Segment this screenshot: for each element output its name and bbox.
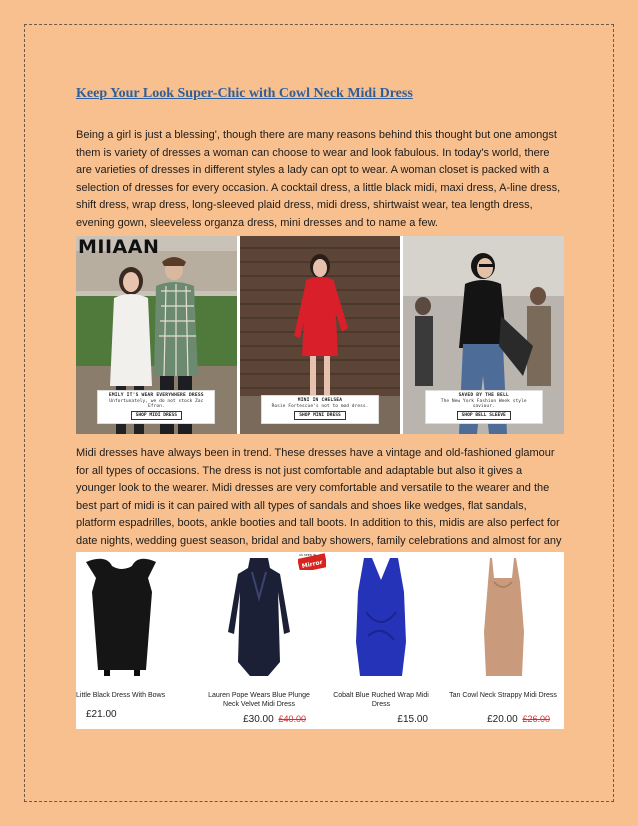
tan-dress-image [442, 552, 564, 692]
product-card[interactable] [320, 552, 442, 729]
svg-text:Mirror: Mirror [301, 558, 324, 570]
price-current: £30.00 [243, 714, 274, 725]
miiaan-logo: MIIAAN [78, 236, 160, 258]
price-old: £40.00 [278, 714, 306, 724]
price-current: £20.00 [487, 714, 518, 725]
velvet-dress-image [198, 552, 320, 692]
product-price [397, 714, 428, 725]
product-card[interactable] [76, 552, 198, 729]
price-old: £26.00 [522, 714, 550, 724]
shop-bell-sleeve-button[interactable]: SHOP BELL SLEEVE [457, 411, 511, 420]
product-card[interactable] [442, 552, 564, 729]
caption-subtitle: Unfortunately, we do not stock Zac Efron. [109, 399, 204, 409]
cobalt-dress-image [320, 552, 442, 692]
article-title-link[interactable]: Keep Your Look Super-Chic with Cowl Neck Midi Dress [76, 86, 413, 101]
product-price [243, 714, 306, 725]
price-current: £21.00 [86, 709, 117, 720]
shop-midi-dress-button[interactable]: SHOP MIDI DRESS [131, 411, 183, 420]
svg-text:AS SEEN IN: AS SEEN IN [299, 553, 316, 557]
shop-mini-dress-button[interactable]: SHOP MINI DRESS [294, 411, 346, 420]
caption-subtitle: The New York Fashion Week style saviour. [440, 399, 527, 409]
intro-paragraph: Being a girl is just a blessing', though there are many reasons behind this thought but one amongst them is variety of dresses a woman can choose to wear and look fabulous. In today's world, there are varieties of dresses in different styles a lady can opt to wear. A woman closet is packed with a selection of dresses for every occasion. A cocktail dress, a little black midi, maxi dress, A-line dress, shift dress, wrap dress, long-sleeved plaid dress, midi dress, shirtwaist wear, tea length dress, evening gown, sleeveless organza dress, mini dresses and to name a few. [76, 129, 561, 229]
price-current: £15.00 [397, 714, 428, 725]
products-strip[interactable] [76, 552, 564, 729]
product-price [86, 709, 117, 720]
banner-caption-2 [261, 395, 379, 424]
caption-title: EMILY IT'S WEAR EVERYWHERE DRESS [108, 393, 204, 398]
banner-panel-1[interactable] [76, 236, 237, 434]
product-name[interactable]: Little Black Dress With Bows [76, 692, 166, 699]
product-card[interactable] [198, 552, 324, 729]
caption-title: SAVED BY THE BELL [458, 393, 509, 398]
product-name[interactable]: Cobalt Blue Ruched Wrap Midi Dress [333, 692, 429, 708]
black-dress-image [76, 552, 198, 692]
caption-subtitle: Rosie Fortescue's not to mod dress. [271, 404, 369, 409]
product-price [487, 714, 550, 725]
banner-caption-1 [97, 390, 215, 424]
banner-panel-3[interactable] [403, 236, 564, 434]
banner-caption-3 [425, 390, 543, 424]
midi-paragraph: Midi dresses have always been in trend. These dresses have a vintage and old-fashioned glamour for all types of occasions. The dress is not just comfortable and adaptable but also it gives a younger look to the wearer. Midi dresses are very comfortable and versatile to the wearer and the best part of midi is it can paired with all types of sandals and shoes like wedges, flat sandals, platform espadrilles, boots, ankle booties and tall boots. In addition to this, midis are also perfect for date nights, wedding guest season, bridal and baby showers, family celebrations and almost for any [76, 447, 562, 547]
product-name[interactable]: Lauren Pope Wears Blue Plunge Neck Velvet Midi Dress [208, 692, 310, 708]
caption-title: MINI IN CHELSEA [297, 398, 343, 403]
product-name[interactable]: Tan Cowl Neck Strappy Midi Dress [449, 692, 557, 699]
banner-panel-2[interactable] [240, 236, 401, 434]
fashion-banner-image[interactable] [76, 236, 564, 434]
